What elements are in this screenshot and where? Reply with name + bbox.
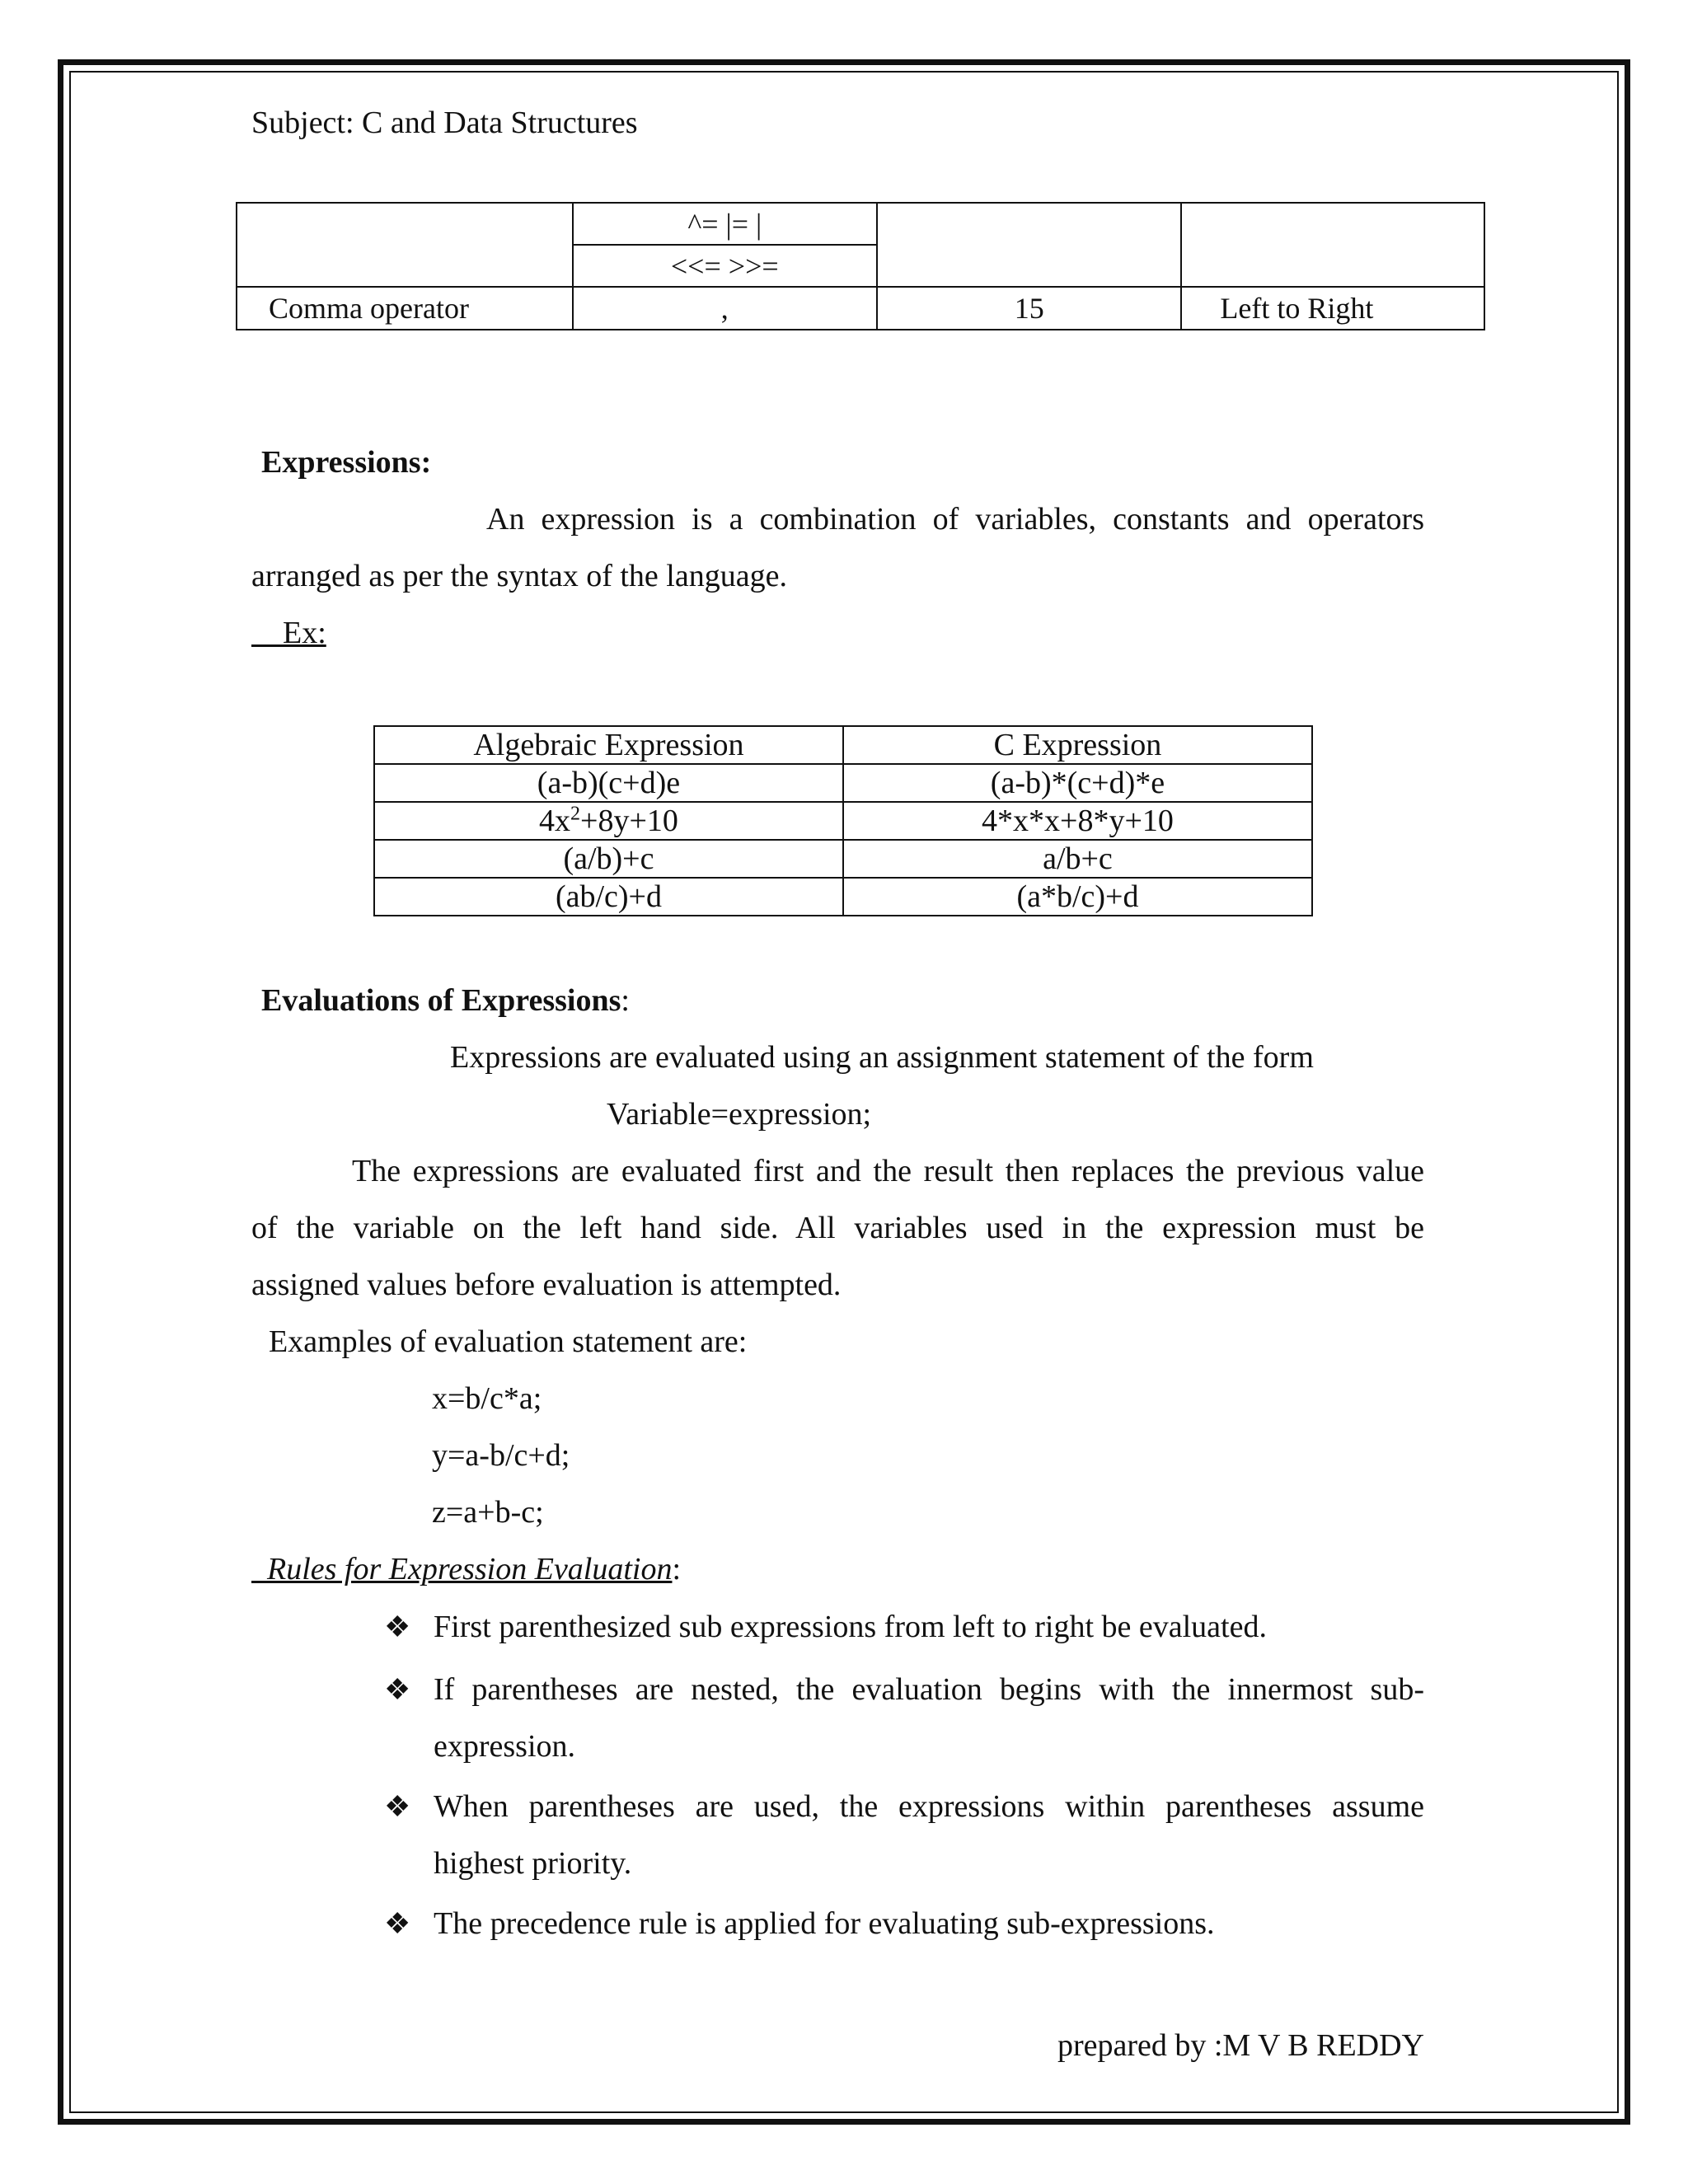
associativity-cell	[1181, 203, 1484, 287]
precedence-cell	[877, 203, 1181, 287]
evaluations-form: Variable=expression;	[607, 1097, 872, 1132]
rule-item-1-line1: First parenthesized sub expressions from left to right be evaluated.	[434, 1610, 1267, 1644]
c-expression-cell: a/b+c	[843, 840, 1312, 878]
evaluations-para-line2: of the variable on the left hand side. All variables used in the expression must be	[251, 1211, 1424, 1245]
operator-cell: <<= >>=	[573, 245, 877, 287]
operator-name-cell: Comma operator	[237, 287, 573, 330]
rule-item-2-line1: If parentheses are nested, the evaluation begins with the innermost sub-	[434, 1672, 1424, 1707]
c-expression-cell: 4*x*x+8*y+10	[843, 802, 1312, 840]
subject-header: Subject: C and Data Structures	[251, 105, 638, 140]
column-header: C Expression	[843, 726, 1312, 764]
evaluations-line1: Expressions are evaluated using an assignment statement of the form	[450, 1040, 1314, 1075]
rules-heading: Rules for Expression Evaluation:	[267, 1552, 682, 1586]
bullet-icon: ❖	[384, 1610, 411, 1643]
expression-table	[373, 725, 1313, 916]
table-row	[374, 802, 1312, 840]
bullet-icon: ❖	[384, 1673, 411, 1706]
c-expression-cell: (a*b/c)+d	[843, 878, 1312, 916]
bullet-icon: ❖	[384, 1907, 411, 1940]
algebraic-cell: $4x^2+8y+10$	[374, 802, 843, 840]
precedence-cell: 15	[877, 287, 1181, 330]
evaluations-para-line1: The expressions are evaluated first and the result then replaces the previous value	[352, 1154, 1424, 1188]
table-row	[374, 764, 1312, 802]
table-row	[374, 878, 1312, 916]
operator-cell: ,	[573, 287, 877, 330]
ex-label: Ex:	[283, 616, 326, 650]
operator-name-cell	[237, 203, 573, 287]
rule-item-3-line2: highest priority.	[434, 1846, 632, 1881]
algebraic-cell: (ab/c)+d	[374, 878, 843, 916]
operator-cell: ^= |= |	[573, 203, 877, 245]
example-statement: z=a+b-c;	[432, 1495, 544, 1530]
table-row	[237, 203, 1484, 245]
evaluations-para-line3: assigned values before evaluation is attempted.	[251, 1268, 842, 1302]
example-statement: y=a-b/c+d;	[432, 1438, 570, 1473]
examples-intro: Examples of evaluation statement are:	[269, 1324, 748, 1359]
table-row	[237, 287, 1484, 330]
expressions-heading: Expressions:	[261, 445, 432, 480]
rule-item-4-line1: The precedence rule is applied for evaluating sub-expressions.	[434, 1906, 1215, 1941]
c-expression-cell: (a-b)*(c+d)*e	[843, 764, 1312, 802]
rule-item-3-line1: When parentheses are used, the expressions within parentheses assume	[434, 1789, 1424, 1824]
prepared-by-footer: prepared by :M V B REDDY	[1057, 2028, 1424, 2063]
example-statement: x=b/c*a;	[432, 1381, 542, 1416]
expressions-para-line1: An expression is a combination of variables, constants and operators	[486, 502, 1424, 537]
column-header: Algebraic Expression	[374, 726, 843, 764]
table-header-row	[374, 726, 1312, 764]
bullet-icon: ❖	[384, 1790, 411, 1823]
associativity-cell: Left to Right	[1181, 287, 1484, 330]
expressions-para-line2: arranged as per the syntax of the language.	[251, 559, 787, 593]
algebraic-cell: (a/b)+c	[374, 840, 843, 878]
rule-item-2-line2: expression.	[434, 1729, 576, 1764]
algebraic-cell: (a-b)(c+d)e	[374, 764, 843, 802]
operator-table	[236, 202, 1485, 330]
table-row	[374, 840, 1312, 878]
evaluations-heading: Evaluations of Expressions:	[261, 983, 630, 1018]
